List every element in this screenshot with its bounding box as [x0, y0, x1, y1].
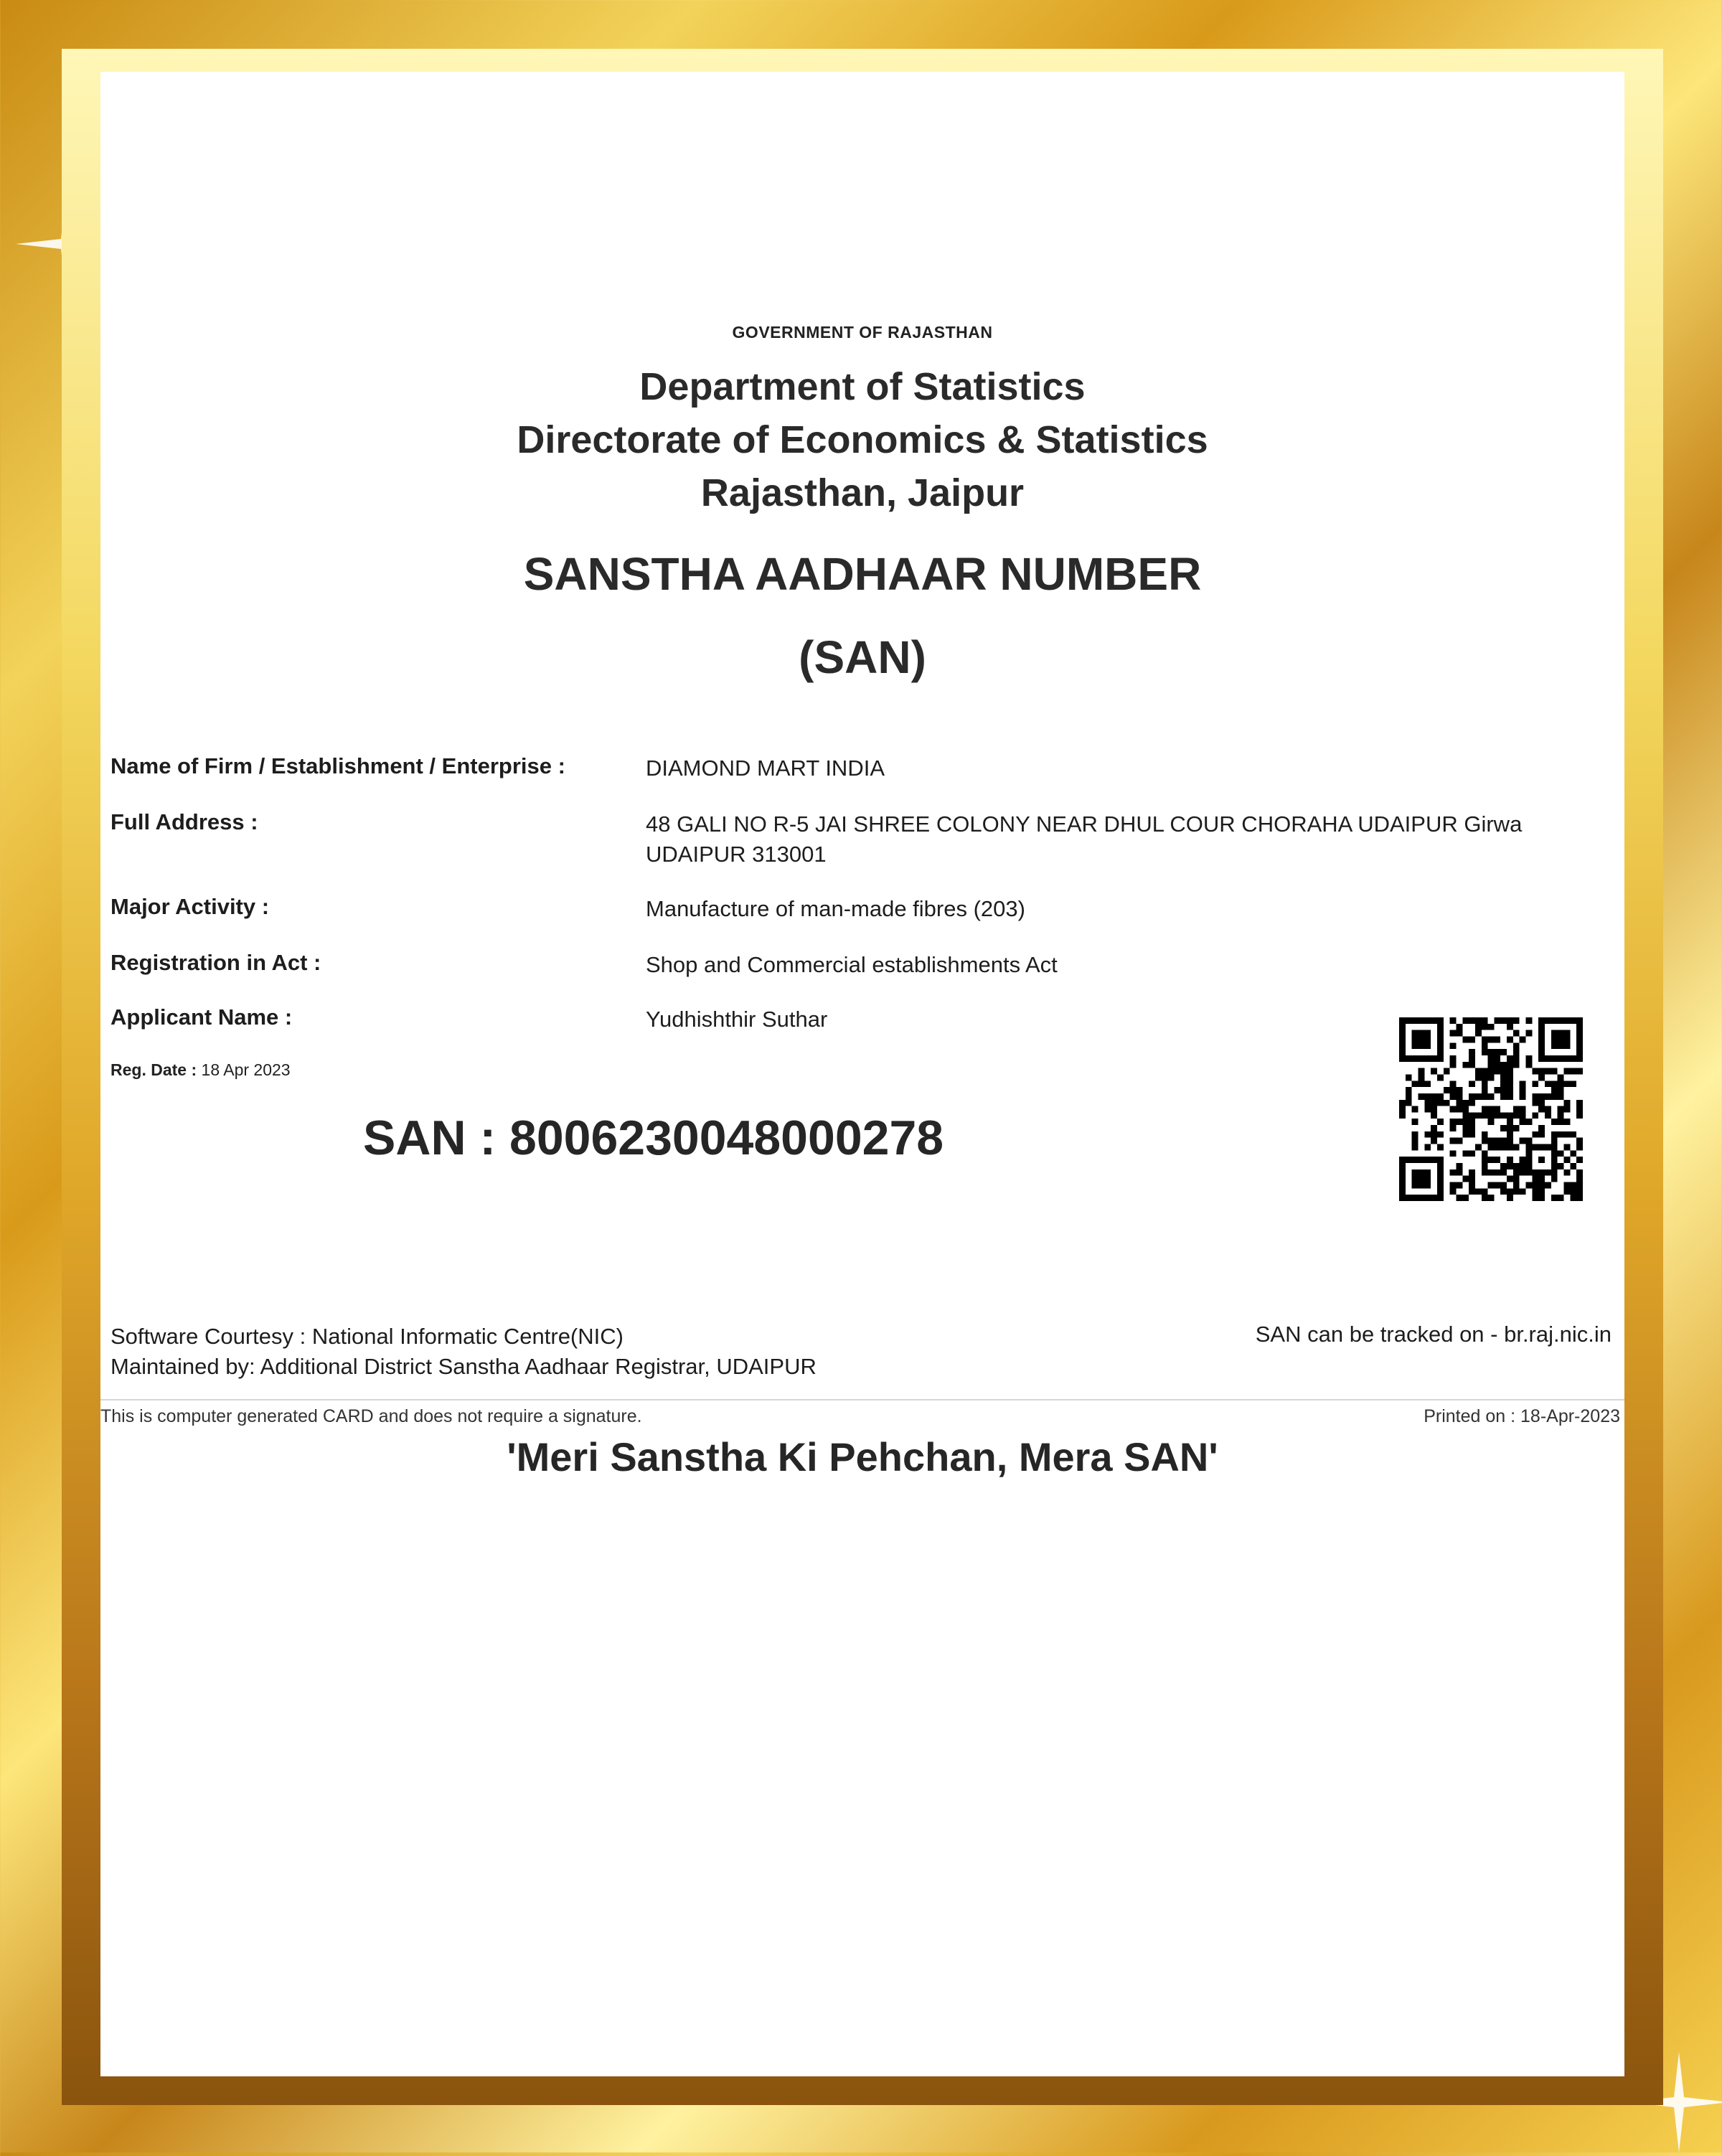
qr-code-icon — [1399, 1017, 1583, 1201]
san-title — [100, 532, 1624, 699]
footer-divider — [100, 1399, 1624, 1401]
reg-date-value: 18 Apr 2023 — [201, 1060, 291, 1079]
footer-credits — [110, 1322, 817, 1382]
certificate-outer-frame — [62, 49, 1663, 2105]
detail-value: Yudhishthir Suthar — [646, 1007, 828, 1032]
detail-label: Major Activity : — [110, 894, 270, 919]
detail-label: Registration in Act : — [110, 950, 321, 975]
computer-generated-note: This is computer generated CARD and does not require a signature. — [100, 1406, 642, 1426]
printed-on-date: Printed on : 18-Apr-2023 — [1424, 1406, 1620, 1426]
detail-value: Manufacture of man-made fibres (203) — [646, 896, 1025, 921]
detail-value: DIAMOND MART INDIA — [646, 755, 885, 781]
san-title-line: SANSTHA AADHAAR NUMBER — [523, 548, 1202, 600]
government-heading: GOVERNMENT OF RAJASTHAN — [732, 323, 993, 342]
maintained-by: Maintained by: Additional District Sanstha Aadhaar Registrar, UDAIPUR — [110, 1354, 817, 1379]
tracking-info: SAN can be tracked on - br.raj.nic.in — [1255, 1322, 1612, 1347]
slogan: 'Meri Sanstha Ki Pehchan, Mera SAN' — [507, 1434, 1218, 1479]
certificate-card — [100, 72, 1624, 2076]
directorate-line: Directorate of Economics & Statistics — [517, 418, 1208, 461]
reg-date-label: Reg. Date : — [110, 1060, 197, 1079]
registration-date — [110, 1060, 291, 1080]
detail-label: Applicant Name : — [110, 1004, 293, 1030]
san-abbrev-line: (SAN) — [799, 631, 926, 683]
san-number: SAN : 8006230048000278 — [363, 1111, 944, 1165]
software-courtesy: Software Courtesy : National Informatic Centre(NIC) — [110, 1324, 624, 1349]
department-heading — [100, 360, 1624, 519]
detail-value: Shop and Commercial establishments Act — [646, 952, 1058, 977]
location-line: Rajasthan, Jaipur — [700, 471, 1025, 514]
certificate-inner-frame — [100, 72, 1624, 2076]
department-line: Department of Statistics — [639, 365, 1086, 408]
detail-label: Full Address : — [110, 809, 258, 834]
detail-label: Name of Firm / Establishment / Enterprise : — [110, 753, 565, 778]
detail-value: 48 GALI NO R-5 JAI SHREE COLONY NEAR DHUL COUR CHORAHA UDAIPUR Girwa UDAIPUR 313001 — [646, 811, 1523, 867]
